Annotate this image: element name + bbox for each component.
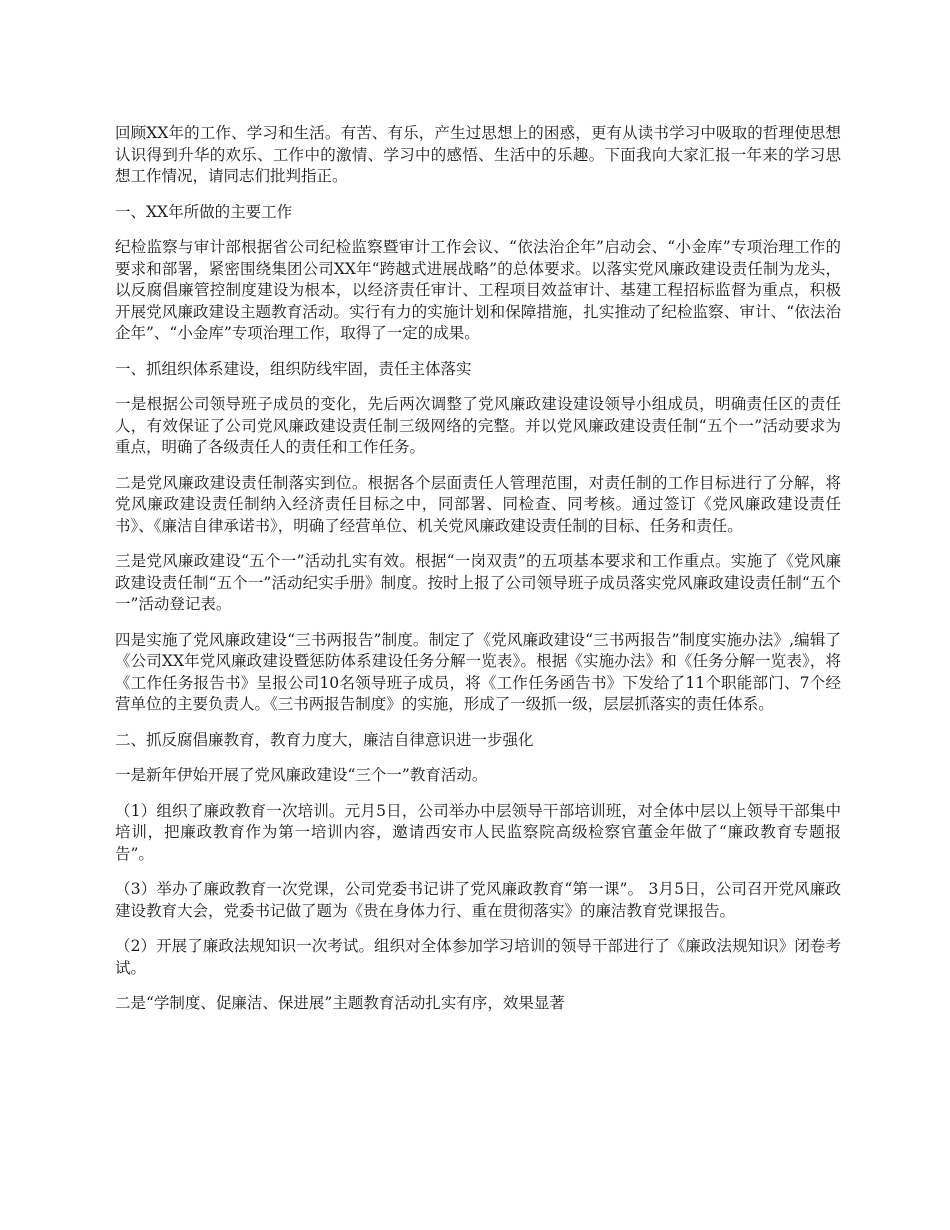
paragraph-item-1: 一是根据公司领导班子成员的变化，先后两次调整了党风廉政建设建设领导小组成员，明确责任区的责任人，有效保证了公司党风廉政建设责任制三级网络的完整。并以党风廉政建设责任制“五个一”活动要求为重点，明确了各级责任人的责任和工作任务。 [115,395,841,456]
paragraph-party-lecture: （3）举办了廉政教育一次党课，公司党委书记讲了党风廉政教育“第一课”。 3月5日，公司召开党风廉政建设教育大会，党委书记做了题为《贵在身体力行、重在贯彻落实》的廉洁教育党课报告。 [115,880,841,920]
intro-paragraph: 回顾XX年的工作、学习和生活。有苦、有乐，产生过思想上的困惑，更有从读书学习中吸取的哲理使思想认识得到升华的欢乐、工作中的激情、学习中的感悟、生活中的乐趣。下面我向大家汇报一年来的学习思想工作情况，请同志们批判指正。 [115,124,841,185]
section-heading-main-work: 一、XX年所做的主要工作 [115,202,293,221]
paragraph-item-3: 三是党风廉政建设“五个一”活动扎实有效。根据“一岗双责”的五项基本要求和工作重点。实施了《党风廉政建设责任制“五个一”活动纪实手册》制度。按时上报了公司领导班子成员落实党风廉政建设责任制“五个一”活动登记表。 [115,552,841,613]
paragraph-item-2: 二是党风廉政建设责任制落实到位。根据各个层面责任人管理范围，对责任制的工作目标进行了分解，将党风廉政建设责任制纳入经济责任目标之中，同部署、同检查、同考核。通过签订《党风廉政建设责任书》、《廉洁自律承诺书》，明确了经营单位、机关党风廉政建设责任制的目标、任务和责任。 [115,473,841,535]
overview-paragraph: 纪检监察与审计部根据省公司纪检监察暨审计工作会议、“依法治企年”启动会、“小金库”专项治理工作的要求和部署，紧密围绕集团公司XX年“跨越式进展战略”的总体要求。以落实党风廉政建设责任制为龙头，以反腐倡廉管控制度建设为根本，以经济责任审计、工程项目效益审计、基建工程招标监督为重点，积极开展党风廉政建设主题教育活动。实行有力的实施计划和保障措施，扎实推动了纪检监察、审计、“依法治企年”、“小金库”专项治理工作，取得了一定的成果。 [115,238,841,342]
subsection-heading-education: 二、抓反腐倡廉教育，教育力度大，廉洁自律意识进一步强化 [115,730,534,749]
subsection-heading-organization: 一、抓组织体系建设，组织防线牢固，责任主体落实 [115,359,472,378]
paragraph-education-1: 一是新年伊始开展了党风廉政建设“三个一”教育活动。 [115,766,488,784]
paragraph-exam: （2）开展了廉政法规知识一次考试。组织对全体参加学习培训的领导干部进行了《廉政法规知识》闭卷考试。 [115,937,841,977]
paragraph-training: （1）组织了廉政教育一次培训。元月5日，公司举办中层领导干部培训班，对全体中层以上领导干部集中培训，把廉政教育作为第一培训内容，邀请西安市人民监察院高级检察官董金年做了“廉政教育专题报告”。 [115,801,841,863]
paragraph-item-4: 四是实施了党风廉政建设“三书两报告”制度。制定了《党风廉政建设“三书两报告”制度实施办法》,编辑了《公司XX年党风廉政建设暨惩防体系建设任务分解一览表》。根据《实施办法》和《任务分解一览表》，将《工作任务报告书》呈报公司10名领导班子成员，将《工作任务函告书》下发给了11个职能部门、7个经营单位的主要负责人。《三书两报告制度》的实施，形成了一级抓一级，层层抓落实的责任体系。 [115,630,841,713]
paragraph-education-2: 二是“学制度、促廉洁、保进展”主题教育活动扎实有序，效果显著 [115,994,565,1012]
document-body [115,123,841,1029]
